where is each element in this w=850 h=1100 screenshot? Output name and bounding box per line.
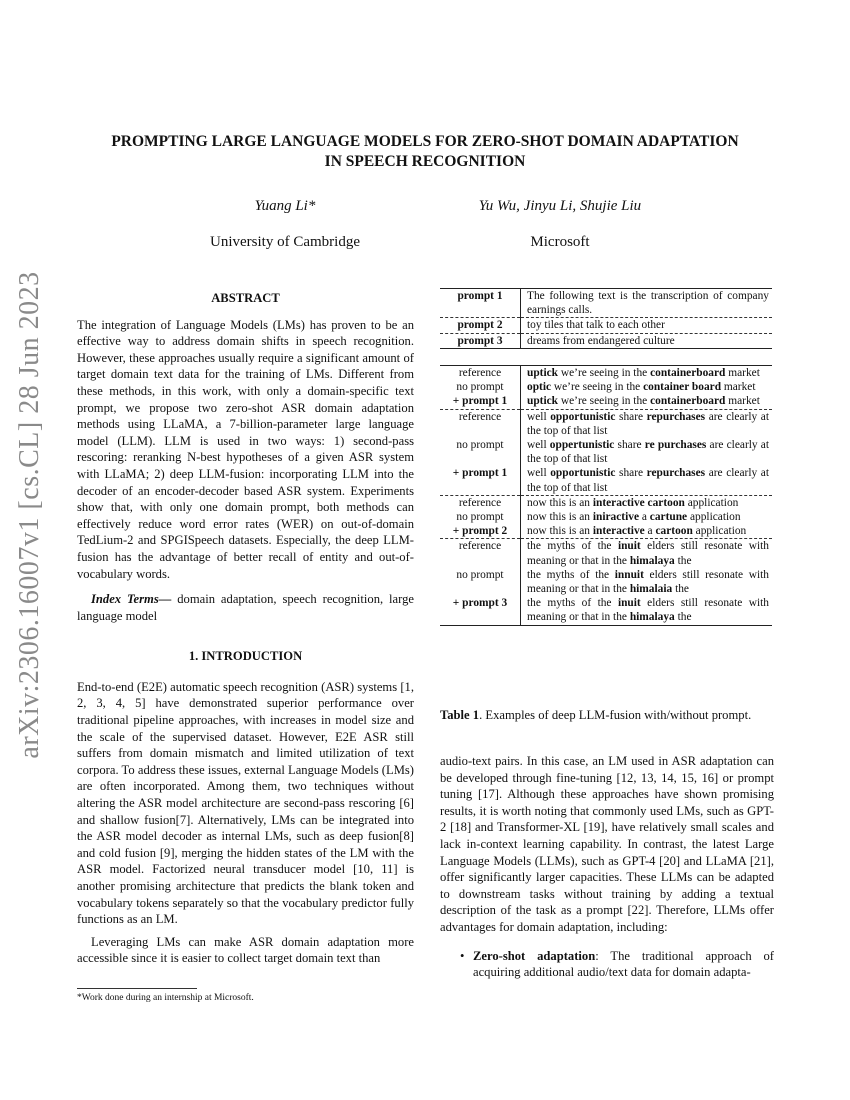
prompt-text: toy tiles that talk to each other — [521, 318, 773, 333]
paper-title — [60, 132, 790, 172]
intro-heading: 1. INTRODUCTION — [188, 649, 303, 664]
index-terms-label: Index Terms— — [91, 592, 172, 607]
prompt-label: prompt 1 — [440, 289, 521, 318]
table-row — [440, 596, 772, 625]
intro-paragraph-1: End-to-end (E2E) automatic speech recognition (ASR) systems [1, 2, 3, 4, 5] have demonstrated superior performance over traditional pipeline approaches, with increases in model size and the scale of the supervised dataset. However, E2E ASR still suffers from domain mismatch and limited utilization of text corpora. To address these issues, external Language Models (LMs) are often incorporated. Among them, two techniques without altering the ASR model architecture are second-pass rescoring [6] and shallow fusion[7]. Alternatively, LMs can be integrated into the ASR model decoder as internal LMs, such as deep fusion[8] and cold fusion [9], merging the hidden states of the LM with the ASR model. Factorized neural transducer model [10, 11] is another promising architecture that predicts the blank token and vocabulary tokens separately so that the vocabulary predictor fully functions as an LM. — [77, 679, 414, 927]
prompt-label: prompt 2 — [440, 318, 521, 333]
index-terms-text: domain adaptation, speech recognition, large language model — [77, 592, 414, 623]
table-row — [440, 394, 772, 409]
example-text: uptick we’re seeing in the containerboard market — [527, 367, 760, 379]
title-line-2: IN SPEECH RECOGNITION — [324, 153, 526, 170]
table-caption — [440, 708, 751, 723]
example-label: + prompt 2 — [440, 524, 521, 539]
caption-label: Table 1 — [440, 708, 480, 722]
example-text: now this is an interactive cartoon application — [527, 496, 739, 509]
example-label: no prompt — [440, 438, 521, 466]
example-text: uptick we’re seeing in the containerboard market — [521, 394, 773, 409]
index-terms — [77, 591, 414, 624]
example-label: no prompt — [440, 568, 521, 596]
table-row — [440, 510, 772, 524]
author-left: Yuang Li* — [254, 198, 316, 214]
example-text: well oppertunistic share re purchases are clearly at the top of that list — [527, 439, 769, 466]
example-text: now this is an iniractive a cartune application — [527, 511, 741, 524]
arxiv-stamp: arXiv:2306.16007v1 [cs.CL] 28 Jun 2023 — [14, 271, 45, 759]
table-row — [440, 318, 772, 333]
example-label: reference — [440, 495, 521, 510]
table-row — [440, 409, 772, 438]
example-text: the myths of the innuit elders still resonate with meaning or that in the himalaia the — [527, 568, 769, 596]
example-text: the myths of the inuit elders still resonate with meaning or that in the himalaya the — [527, 540, 769, 567]
caption-text: . Examples of deep LLM-fusion with/without prompt. — [479, 708, 752, 722]
example-text: well opportunistic share repurchases are clearly at the top of that list — [527, 410, 769, 437]
bullet-text: : The traditional approach of acquiring additional audio/text data for domain adapta- — [473, 948, 774, 980]
table-row — [440, 524, 772, 539]
example-text: well opportunistic share repurchases are clearly at the top of that list — [521, 466, 773, 495]
left-column — [77, 290, 414, 967]
example-label: reference — [440, 409, 521, 438]
list-item — [440, 948, 774, 981]
abstract-heading: ABSTRACT — [211, 291, 280, 305]
table-row — [440, 289, 772, 318]
example-text: the myths of the inuit elders still resonate with meaning or that in the himalaya the — [527, 597, 769, 624]
table-row — [440, 539, 772, 568]
author-right: Yu Wu, Jinyu Li, Shujie Liu — [478, 198, 642, 214]
right-column — [440, 753, 774, 981]
example-label: + prompt 3 — [440, 596, 521, 625]
abstract-text: The integration of Language Models (LMs) has proven to be an effective way to address domain shifts in speech recognition. However, these approaches usually require a significant amount of target domain text data for the training of LMs. Different from these methods, in this work, with only a domain-specific text prompt, we propose two zero-shot ASR domain adaptation methods using LLaMA, a 7-billion-parameter large language model (LLM). LLM is used in two ways: 1) second-pass rescoring: reranking N-best hypotheses of a given ASR system with LLaMA; 2) deep LLM-fusion: incorporating LLM into the decoder of an encoder-decoder based ASR system. Experiments show that, with only one domain prompt, both methods can effectively reduce word error rates (WER) on out-of-domain TedLium-2 and SPGISpeech datasets. Especially, the deep LLM-fusion has the advantage of better recall of entity and out-of-vocabulary words. — [77, 317, 414, 581]
footnote-rule — [77, 988, 197, 989]
advantages-list — [440, 948, 774, 981]
title-line-1: PROMPTING LARGE LANGUAGE MODELS FOR ZERO-SHOT DOMAIN ADAPTATION — [111, 133, 739, 150]
affiliation-right: Microsoft — [530, 234, 590, 250]
intro-paragraph-2: Leveraging LMs can make ASR domain adaptation more accessible since it is easier to collect target domain text than — [77, 934, 414, 966]
example-text: optic we’re seeing in the container board market — [527, 381, 756, 394]
table-row — [440, 495, 772, 510]
prompt-text: dreams from endangered culture — [527, 334, 675, 347]
prompt-text: The following text is the transcription of company earnings calls. — [521, 289, 773, 318]
example-label: no prompt — [440, 380, 521, 394]
prompts-table — [440, 288, 772, 349]
bullet-label: Zero-shot adaptation — [473, 948, 596, 963]
table-row — [440, 568, 772, 596]
table-row — [440, 380, 772, 394]
table-row — [440, 366, 772, 381]
example-text: now this is an interactive a cartoon application — [521, 524, 773, 539]
prompt-label: prompt 3 — [440, 333, 521, 348]
example-label: reference — [440, 539, 521, 568]
example-label: + prompt 1 — [440, 394, 521, 409]
table-row — [440, 438, 772, 466]
table-row — [440, 466, 772, 495]
example-label: no prompt — [440, 510, 521, 524]
footnote: *Work done during an internship at Microsoft. — [77, 993, 254, 1003]
examples-table — [440, 365, 772, 626]
affiliation-left: University of Cambridge — [210, 234, 360, 250]
example-label: + prompt 1 — [440, 466, 521, 495]
example-label: reference — [440, 366, 521, 381]
table-row — [440, 333, 772, 348]
right-paragraph-1: audio-text pairs. In this case, an LM used in ASR adaptation can be developed through fine-tuning [12, 13, 14, 15, 16] or prompt tuning [17]. Although these approaches have shown promising results, it is worth noting that commonly used LMs, such as GPT-2 [18] and Transformer-XL [19], have relatively small scales and lack in-context learning capability. In contrast, the latest Large Language Models (LLMs), such as GPT-4 [20] and LLaMA [21], offer significantly larger capacities. These LLMs can be adapted to downstream tasks without training by adding a textual description of the task as a prompt [22]. Therefore, LLMs offer advantages for domain adaptation, including: — [440, 754, 774, 934]
